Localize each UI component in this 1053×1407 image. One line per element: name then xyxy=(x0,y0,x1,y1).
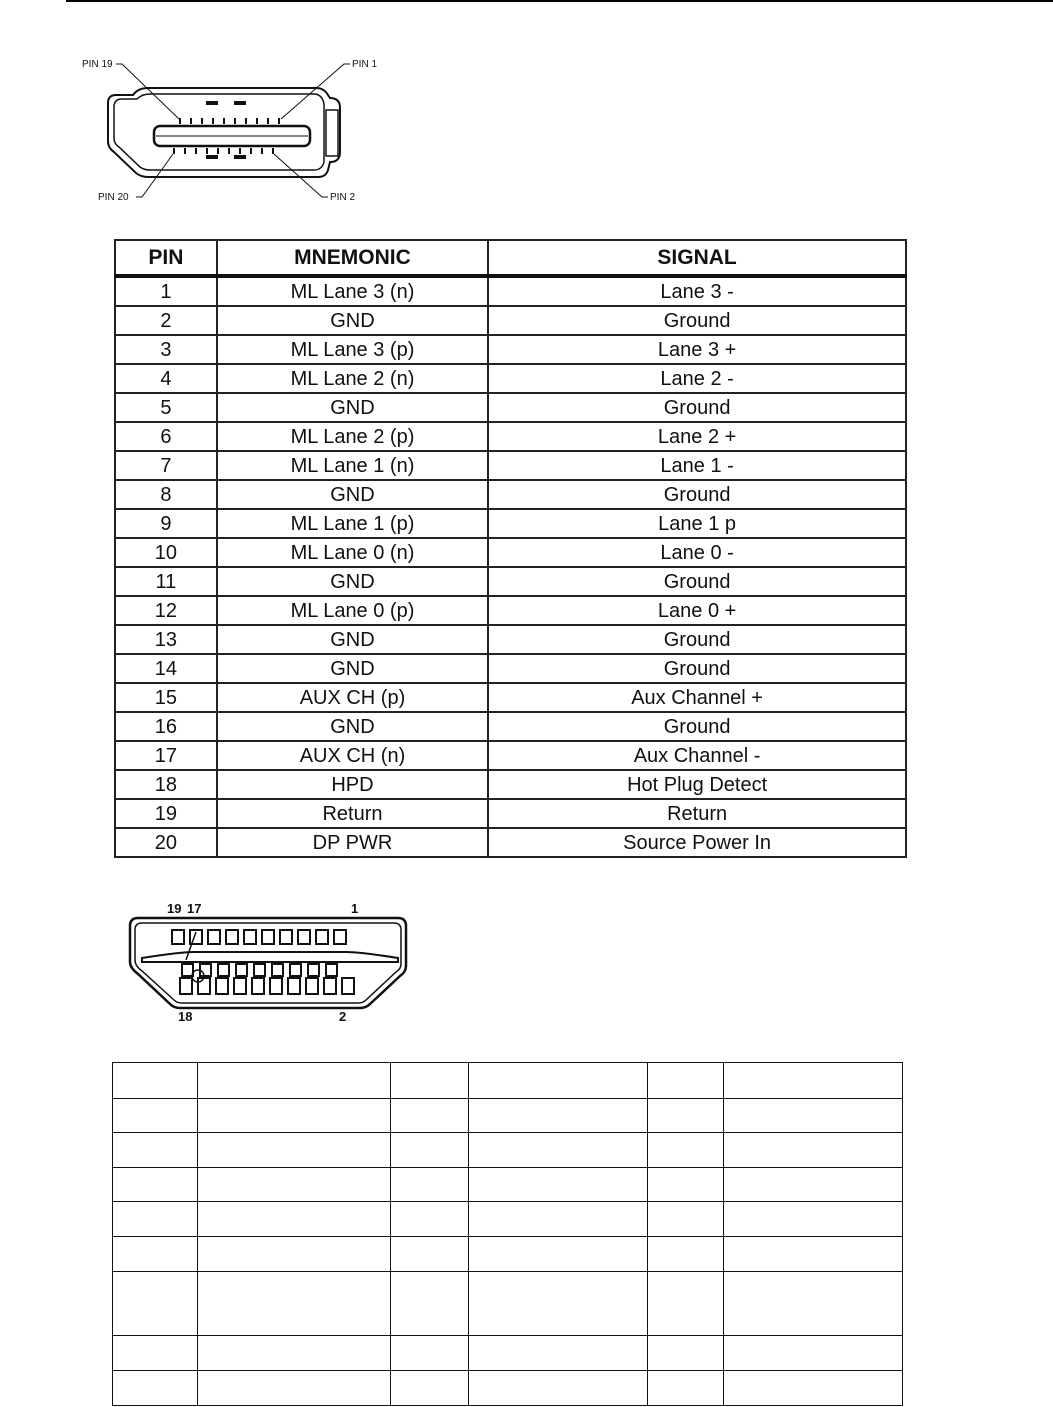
empty-cell xyxy=(468,1202,648,1237)
empty-cell xyxy=(648,1099,724,1133)
table-row xyxy=(115,567,906,596)
table-row xyxy=(115,364,906,393)
cell-signal: Lane 1 - xyxy=(488,451,906,480)
empty-cell xyxy=(197,1272,390,1336)
empty-cell xyxy=(113,1237,198,1272)
empty-cell xyxy=(724,1168,903,1202)
cell-pin: 3 xyxy=(115,335,217,364)
hdmi-label-17: 17 xyxy=(187,901,202,916)
table-row xyxy=(115,596,906,625)
table-row xyxy=(113,1099,903,1133)
table-row xyxy=(115,422,906,451)
empty-cell xyxy=(648,1272,724,1336)
empty-cell xyxy=(197,1099,390,1133)
cell-signal: Lane 3 + xyxy=(488,335,906,364)
empty-cell xyxy=(113,1371,198,1406)
hdmi-label-18: 18 xyxy=(178,1009,193,1024)
hdmi-table-body xyxy=(113,1063,903,1406)
empty-cell xyxy=(724,1063,903,1099)
hdmi-pins-top xyxy=(172,930,346,944)
empty-cell xyxy=(197,1371,390,1406)
cell-mnemonic: ML Lane 2 (p) xyxy=(217,422,488,451)
table-row xyxy=(115,770,906,799)
cell-signal: Return xyxy=(488,799,906,828)
cell-signal: Ground xyxy=(488,625,906,654)
cell-pin: 2 xyxy=(115,306,217,335)
empty-cell xyxy=(197,1133,390,1168)
empty-cell xyxy=(648,1237,724,1272)
empty-cell xyxy=(468,1237,648,1272)
hdmi-pinout-table xyxy=(112,1062,903,1406)
cell-signal: Hot Plug Detect xyxy=(488,770,906,799)
cell-mnemonic: GND xyxy=(217,567,488,596)
empty-cell xyxy=(113,1272,198,1336)
cell-mnemonic: GND xyxy=(217,625,488,654)
header-pin: PIN xyxy=(115,240,217,276)
empty-cell xyxy=(648,1371,724,1406)
cell-mnemonic: ML Lane 3 (p) xyxy=(217,335,488,364)
table-row xyxy=(115,276,906,306)
empty-cell xyxy=(197,1168,390,1202)
cell-mnemonic: ML Lane 0 (p) xyxy=(217,596,488,625)
table-row xyxy=(113,1202,903,1237)
cell-mnemonic: GND xyxy=(217,393,488,422)
table-row xyxy=(115,306,906,335)
table-row xyxy=(113,1336,903,1371)
empty-cell xyxy=(390,1133,468,1168)
cell-pin: 11 xyxy=(115,567,217,596)
table-row xyxy=(115,393,906,422)
hdmi-connector-diagram xyxy=(120,896,420,1026)
cell-mnemonic: ML Lane 1 (n) xyxy=(217,451,488,480)
cell-pin: 19 xyxy=(115,799,217,828)
cell-mnemonic: GND xyxy=(217,712,488,741)
cell-pin: 5 xyxy=(115,393,217,422)
empty-cell xyxy=(390,1202,468,1237)
cell-mnemonic: ML Lane 0 (n) xyxy=(217,538,488,567)
cell-pin: 16 xyxy=(115,712,217,741)
cell-mnemonic: AUX CH (p) xyxy=(217,683,488,712)
displayport-table-body xyxy=(115,276,906,857)
empty-cell xyxy=(197,1237,390,1272)
cell-signal: Lane 2 - xyxy=(488,364,906,393)
table-row xyxy=(115,799,906,828)
displayport-connector-diagram xyxy=(78,52,388,207)
cell-signal: Ground xyxy=(488,480,906,509)
hdmi-pins-bottom xyxy=(180,978,354,994)
table-row xyxy=(113,1168,903,1202)
empty-cell xyxy=(724,1237,903,1272)
cell-pin: 18 xyxy=(115,770,217,799)
table-row xyxy=(113,1133,903,1168)
empty-cell xyxy=(468,1272,648,1336)
empty-cell xyxy=(390,1099,468,1133)
cell-signal: Lane 0 - xyxy=(488,538,906,567)
table-row xyxy=(113,1063,903,1099)
hdmi-label-1: 1 xyxy=(351,901,359,916)
cell-signal: Ground xyxy=(488,567,906,596)
pin1-label: PIN 1 xyxy=(352,59,378,70)
top-rule xyxy=(66,0,1053,2)
cell-pin: 1 xyxy=(115,276,217,306)
table-row xyxy=(115,654,906,683)
table-header-row xyxy=(115,240,906,276)
empty-cell xyxy=(724,1099,903,1133)
table-row xyxy=(115,683,906,712)
header-mnemonic: MNEMONIC xyxy=(217,240,488,276)
empty-cell xyxy=(113,1336,198,1371)
cell-signal: Lane 3 - xyxy=(488,276,906,306)
cell-signal: Lane 1 p xyxy=(488,509,906,538)
empty-cell xyxy=(724,1336,903,1371)
cell-pin: 4 xyxy=(115,364,217,393)
cell-mnemonic: ML Lane 1 (p) xyxy=(217,509,488,538)
cell-signal: Lane 0 + xyxy=(488,596,906,625)
empty-cell xyxy=(197,1202,390,1237)
cell-pin: 9 xyxy=(115,509,217,538)
dp-pins-top xyxy=(180,118,279,124)
empty-cell xyxy=(390,1272,468,1336)
cell-signal: Ground xyxy=(488,712,906,741)
table-row xyxy=(115,451,906,480)
empty-cell xyxy=(390,1336,468,1371)
table-row xyxy=(115,538,906,567)
cell-mnemonic: HPD xyxy=(217,770,488,799)
empty-cell xyxy=(390,1371,468,1406)
table-row xyxy=(115,480,906,509)
cell-pin: 20 xyxy=(115,828,217,857)
empty-cell xyxy=(113,1202,198,1237)
pin2-label: PIN 2 xyxy=(330,192,356,203)
empty-cell xyxy=(197,1063,390,1099)
cell-mnemonic: GND xyxy=(217,480,488,509)
table-row xyxy=(113,1371,903,1406)
header-signal: SIGNAL xyxy=(488,240,906,276)
cell-signal: Lane 2 + xyxy=(488,422,906,451)
cell-pin: 8 xyxy=(115,480,217,509)
table-row xyxy=(115,828,906,857)
table-row xyxy=(115,712,906,741)
table-row xyxy=(115,741,906,770)
empty-cell xyxy=(390,1168,468,1202)
cell-pin: 17 xyxy=(115,741,217,770)
cell-signal: Aux Channel - xyxy=(488,741,906,770)
empty-cell xyxy=(390,1063,468,1099)
empty-cell xyxy=(724,1371,903,1406)
empty-cell xyxy=(648,1063,724,1099)
cell-mnemonic: GND xyxy=(217,306,488,335)
cell-pin: 7 xyxy=(115,451,217,480)
cell-mnemonic: DP PWR xyxy=(217,828,488,857)
cell-pin: 10 xyxy=(115,538,217,567)
cell-signal: Source Power In xyxy=(488,828,906,857)
empty-cell xyxy=(468,1168,648,1202)
cell-signal: Ground xyxy=(488,654,906,683)
empty-cell xyxy=(197,1336,390,1371)
empty-cell xyxy=(468,1099,648,1133)
empty-cell xyxy=(468,1133,648,1168)
hdmi-label-19: 19 xyxy=(167,901,182,916)
table-row xyxy=(113,1237,903,1272)
table-row xyxy=(115,509,906,538)
cell-signal: Ground xyxy=(488,393,906,422)
cell-pin: 14 xyxy=(115,654,217,683)
cell-mnemonic: ML Lane 3 (n) xyxy=(217,276,488,306)
empty-cell xyxy=(113,1063,198,1099)
empty-cell xyxy=(648,1133,724,1168)
empty-cell xyxy=(648,1202,724,1237)
cell-mnemonic: AUX CH (n) xyxy=(217,741,488,770)
cell-mnemonic: GND xyxy=(217,654,488,683)
empty-cell xyxy=(648,1336,724,1371)
cell-pin: 15 xyxy=(115,683,217,712)
empty-cell xyxy=(113,1168,198,1202)
cell-pin: 12 xyxy=(115,596,217,625)
empty-cell xyxy=(724,1272,903,1336)
empty-cell xyxy=(648,1168,724,1202)
hdmi-pins-middle xyxy=(182,964,337,976)
cell-pin: 13 xyxy=(115,625,217,654)
pin20-label: PIN 20 xyxy=(98,192,129,203)
hdmi-label-2: 2 xyxy=(339,1009,347,1024)
empty-cell xyxy=(468,1336,648,1371)
empty-cell xyxy=(468,1063,648,1099)
cell-signal: Ground xyxy=(488,306,906,335)
empty-cell xyxy=(113,1133,198,1168)
pin19-label: PIN 19 xyxy=(82,59,113,70)
table-row xyxy=(113,1272,903,1336)
empty-cell xyxy=(390,1237,468,1272)
empty-cell xyxy=(724,1133,903,1168)
table-row xyxy=(115,335,906,364)
cell-mnemonic: Return xyxy=(217,799,488,828)
table-row xyxy=(115,625,906,654)
empty-cell xyxy=(113,1099,198,1133)
empty-cell xyxy=(468,1371,648,1406)
cell-pin: 6 xyxy=(115,422,217,451)
dp-pins-bottom xyxy=(174,148,273,154)
empty-cell xyxy=(724,1202,903,1237)
displayport-pinout-table xyxy=(114,239,907,858)
cell-signal: Aux Channel + xyxy=(488,683,906,712)
cell-mnemonic: ML Lane 2 (n) xyxy=(217,364,488,393)
